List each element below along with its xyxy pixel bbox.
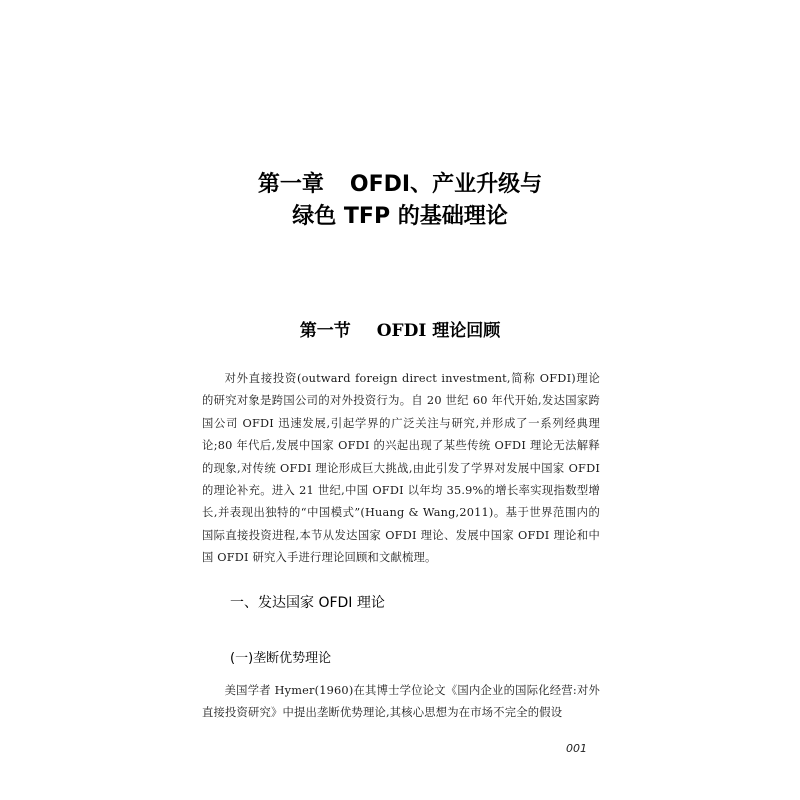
page-number: 001 (566, 742, 587, 755)
section-label: 第一节 (299, 321, 351, 341)
section-title (0, 318, 800, 344)
chapter-title-text: OFDI、产业升级与 (349, 172, 543, 197)
body-paragraph-intro: 对外直接投资(outward foreign direct investment,简称 OFDI)理论的研究对象是跨国公司的对外投资行为。自 20 世纪 60 年代开始,发达国家跨国公司 OFDI 迅速发展,引起学界的广泛关注与研究,并形成了一系列经典理论;80 年代后,发展中国家 OFDI 的兴起出现了某些传统 OFDI 理论无法解释的现象,对传统 OFDI 理论形成巨大挑战,由此引发了学界对发展中国家 OFDI 的理论补充。进入 21 世纪,中国 OFDI 以年均 35.9%的增长率实现指数型增长,并表现出独特的“中国模式”(Huang & Wang,2011)。基于世界范围内的国际直接投资进程,本节从发达国家 OFDI 理论、发展中国家 OFDI 理论和中国 OFDI 研究入手进行理论回顾和文献梳理。 (202, 372, 600, 565)
section-title-text: OFDI 理论回顾 (376, 321, 501, 341)
body-paragraph-hymer: 美国学者 Hymer(1960)在其博士学位论文《国内企业的国际化经营:对外直接投资研究》中提出垄断优势理论,其核心思想为在市场不完全的假设 (202, 684, 600, 720)
subsection-heading: 一、发达国家 OFDI 理论 (230, 595, 385, 611)
chapter-label: 第一章 (257, 172, 324, 197)
subsubsection-heading: (一)垄断优势理论 (230, 651, 332, 666)
chapter-title-line1 (0, 170, 800, 200)
chapter-title-line2: 绿色 TFP 的基础理论 (292, 204, 508, 229)
